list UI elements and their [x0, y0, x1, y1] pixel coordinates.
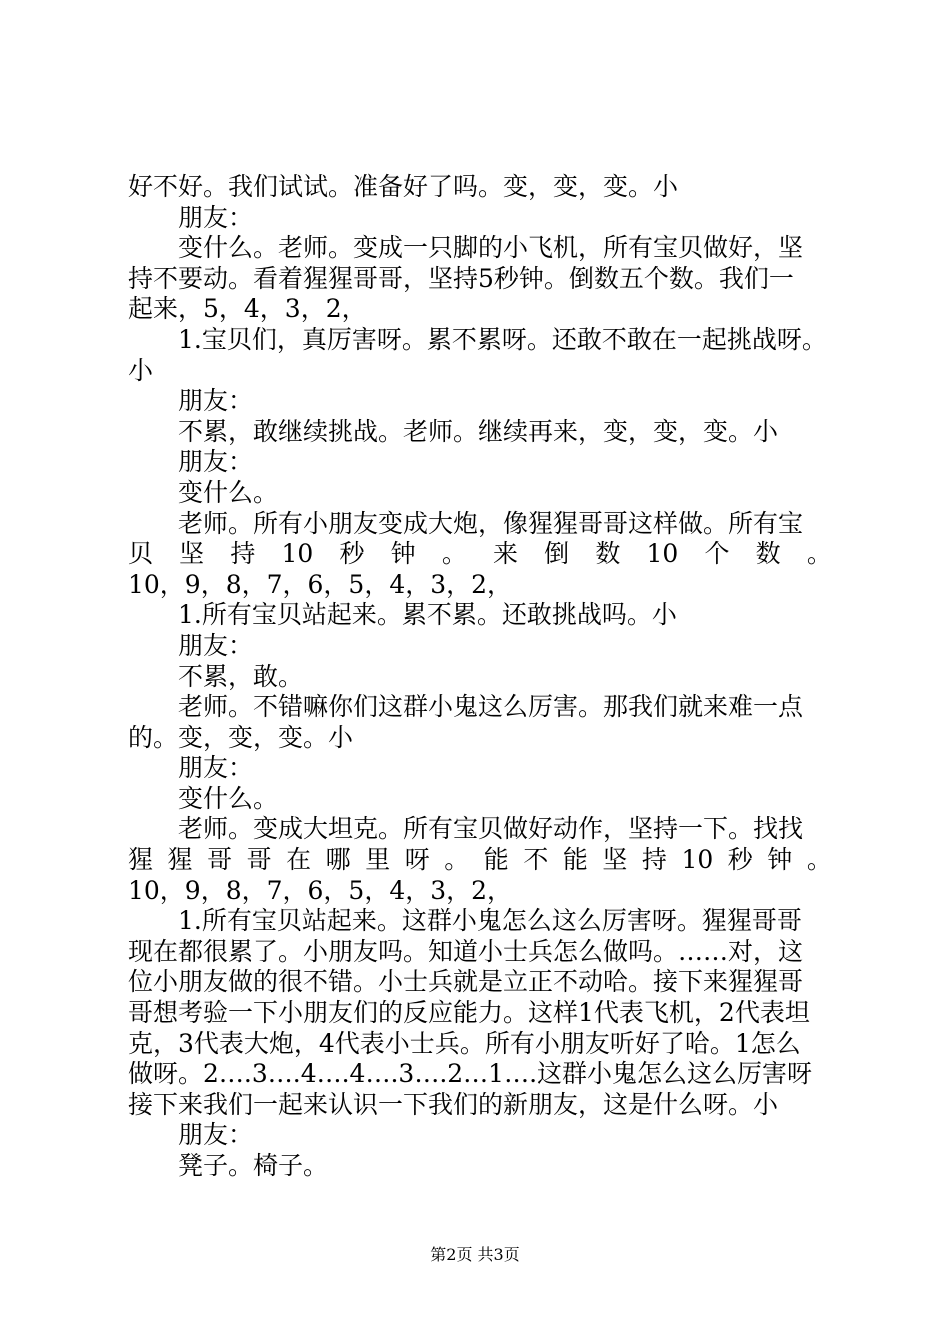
- text-token: 呀: [404, 845, 430, 875]
- text-token: 持: [641, 845, 667, 875]
- text-line: 朋友：: [178, 386, 254, 416]
- text-line: 哥想考验一下小朋友们的反应能力。这样1代表飞机，2代表坦: [128, 998, 810, 1028]
- text-token: 在: [286, 845, 312, 875]
- text-line: 好不好。我们试试。准备好了吗。变，变，变。小: [128, 172, 679, 201]
- text-token: 哪: [325, 845, 351, 875]
- text-token: 。: [806, 539, 832, 569]
- text-line: 现在都很累了。小朋友吗。知道小士兵怎么做吗。……对，这: [128, 936, 804, 966]
- text-token: 10: [681, 845, 714, 875]
- text-token: 坚: [602, 845, 628, 875]
- text-line: 变什么。: [178, 783, 279, 813]
- text-line: 10，9，8，7，6，5，4，3，2，: [128, 569, 513, 599]
- text-line: 变什么。: [178, 477, 279, 507]
- text-token: 倒: [544, 539, 570, 569]
- text-line: 起来，5，4，3，2，: [128, 294, 367, 324]
- text-line: 1.所有宝贝站起来。这群小鬼怎么这么厉害呀。猩猩哥哥: [178, 906, 802, 936]
- text-token: 能: [562, 845, 588, 875]
- text-token: 秒: [339, 539, 365, 569]
- text-line: 持不要动。看着猩猩哥哥，坚持5秒钟。倒数五个数。我们一: [128, 263, 794, 293]
- text-token: 数: [595, 539, 621, 569]
- text-token: 钟: [390, 539, 416, 569]
- text-line: 不累，敢。: [178, 661, 304, 691]
- text-token: 里: [365, 845, 391, 875]
- text-line: 的。变，变，变。小: [128, 722, 354, 752]
- text-token: 哥: [207, 845, 233, 875]
- text-line: 做呀。2….3….4….4….3….2…1….这群小鬼怎么这么厉害呀: [128, 1059, 813, 1089]
- text-token: 。: [806, 845, 832, 875]
- text-line: 老师。变成大坦克。所有宝贝做好动作，坚持一下。找找: [178, 814, 804, 844]
- text-line: 凳子。椅子。: [178, 1151, 329, 1180]
- text-line: [128, 845, 832, 876]
- text-token: 10: [281, 539, 314, 569]
- text-line: 1.宝贝们，真厉害呀。累不累呀。还敢不敢在一起挑战呀。: [178, 324, 827, 354]
- page-footer: 第2页 共3页: [430, 1245, 520, 1264]
- text-line: 朋友：: [178, 202, 254, 232]
- text-token: 。: [441, 539, 467, 569]
- text-line: 克，3代表大炮，4代表小士兵。所有小朋友听好了哈。1怎么: [128, 1028, 801, 1058]
- text-token: 10: [646, 539, 679, 569]
- text-token: 钟: [767, 845, 793, 875]
- text-token: 数: [755, 539, 781, 569]
- text-token: 坚: [179, 539, 205, 569]
- text-line: 位小朋友做的很不错。小士兵就是立正不动哈。接下来猩猩哥: [128, 967, 804, 997]
- text-line: 老师。不错嘛你们这群小鬼这么厉害。那我们就来难一点: [178, 692, 804, 722]
- text-line: 老师。所有小朋友变成大炮，像猩猩哥哥这样做。所有宝: [178, 508, 804, 538]
- text-token: 哥: [246, 845, 272, 875]
- text-token: 秒: [727, 845, 753, 875]
- text-line: 1.所有宝贝站起来。累不累。还敢挑战吗。小: [178, 600, 677, 630]
- document-body: [128, 172, 832, 1182]
- text-line: 朋友：: [178, 447, 254, 477]
- text-token: 来: [493, 539, 519, 569]
- text-line: 10，9，8，7，6，5，4，3，2，: [128, 875, 513, 905]
- text-token: 个: [704, 539, 730, 569]
- text-token: 。: [444, 845, 470, 875]
- text-token: 猩: [128, 845, 154, 875]
- text-line: 小: [128, 355, 154, 385]
- text-token: 持: [230, 539, 256, 569]
- text-line: [128, 539, 832, 570]
- text-line: 接下来我们一起来认识一下我们的新朋友，这是什么呀。小: [128, 1089, 779, 1119]
- text-token: 贝: [128, 539, 154, 569]
- text-token: 不: [523, 845, 549, 875]
- text-line: 朋友：: [178, 753, 254, 783]
- text-line: 朋友：: [178, 630, 254, 660]
- text-line: 不累，敢继续挑战。老师。继续再来，变，变，变。小: [178, 416, 779, 446]
- text-token: 猩: [167, 845, 193, 875]
- text-token: 能: [483, 845, 509, 875]
- text-line: 朋友：: [178, 1120, 254, 1150]
- text-line: 变什么。老师。变成一只脚的小飞机，所有宝贝做好，坚: [178, 233, 804, 263]
